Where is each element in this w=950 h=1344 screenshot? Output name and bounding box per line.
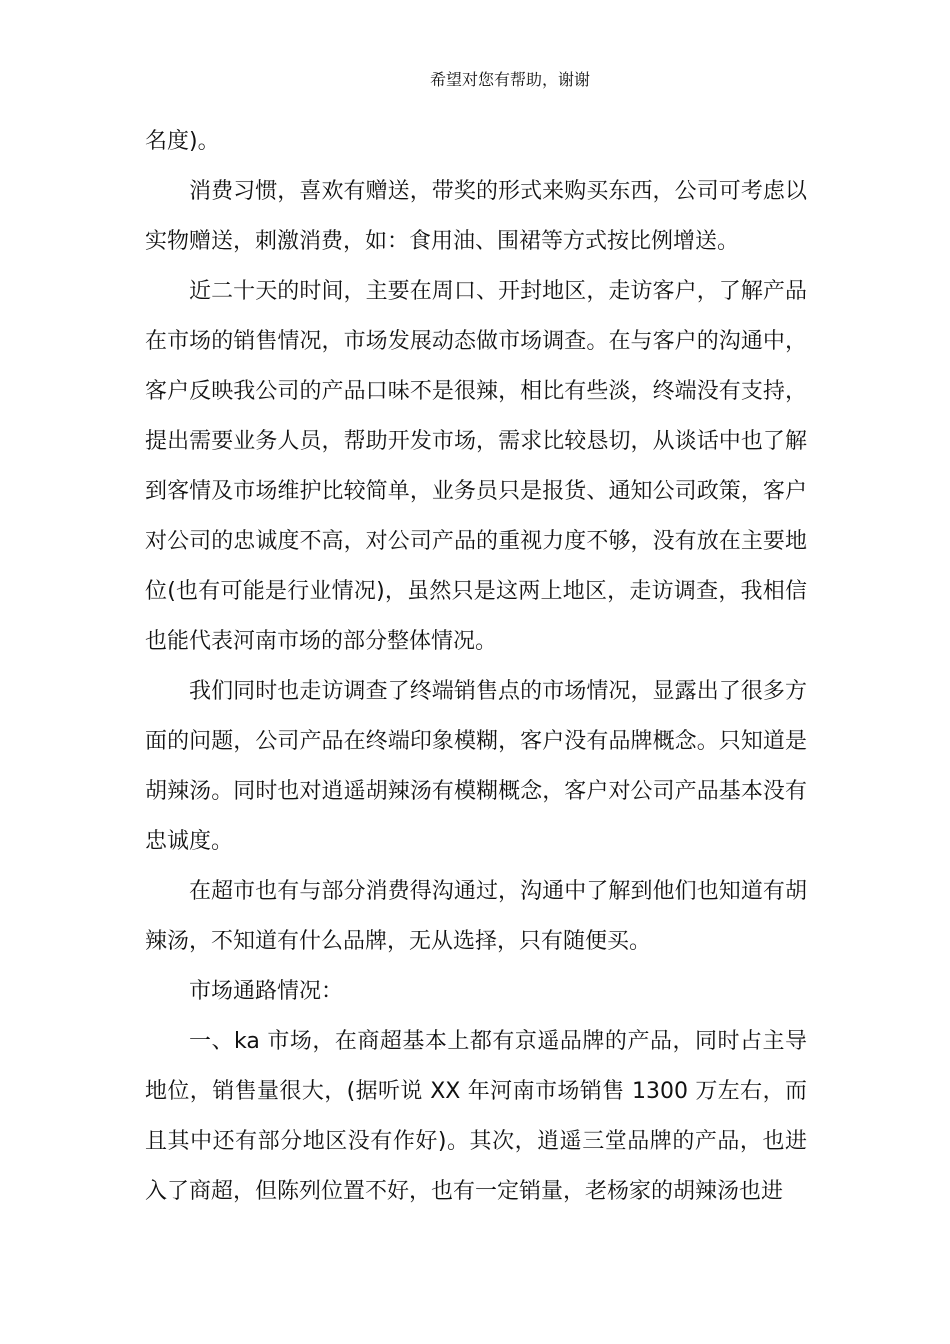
document-body <box>145 117 807 1217</box>
paragraph-consumption-habits: 消费习惯，喜欢有赠送，带奖的形式来购买东西，公司可考虑以实物赠送，刺激消费，如：食用油、围裙等方式按比例增送。 <box>145 179 807 254</box>
paragraph-ka-market: 一、ka 市场，在商超基本上都有京遥品牌的产品，同时占主导地位，销售量很大，(据听说 XX 年河南市场销售 1300 万左右，而且其中还有部分地区没有作好)。其次，逍遥三堂品牌的产品，也进入了商超，但陈列位置不好，也有一定销量，老杨家的胡辣汤也进 <box>145 1029 807 1204</box>
header-text: 希望对您有帮助，谢谢 <box>429 70 590 89</box>
page-header <box>0 68 950 92</box>
paragraph-continuation: 名度)。 <box>145 129 220 154</box>
paragraph-field-visit: 近二十天的时间，主要在周口、开封地区，走访客户，了解产品在市场的销售情况，市场发展动态做市场调查。在与客户的沟通中，客户反映我公司的产品口味不是很辣，相比有些淡，终端没有支持，提出需要业务人员，帮助开发市场，需求比较恳切，从谈话中也了解到客情及市场维护比较简单，业务员只是报货、通知公司政策，客户对公司的忠诚度不高，对公司产品的重视力度不够，没有放在主要地位(也有可能是行业情况)，虽然只是这两上地区，走访调查，我相信也能代表河南市场的部分整体情况。 <box>145 279 807 654</box>
paragraph-channel-heading: 市场通路情况： <box>189 979 344 1004</box>
paragraph-terminal-survey: 我们同时也走访调查了终端销售点的市场情况，显露出了很多方面的问题，公司产品在终端印象模糊，客户没有品牌概念。只知道是胡辣汤。同时也对逍遥胡辣汤有模糊概念，客户对公司产品基本没有忠诚度。 <box>145 679 807 854</box>
paragraph-supermarket: 在超市也有与部分消费得沟通过，沟通中了解到他们也知道有胡辣汤，不知道有什么品牌，无从选择，只有随便买。 <box>145 879 807 954</box>
